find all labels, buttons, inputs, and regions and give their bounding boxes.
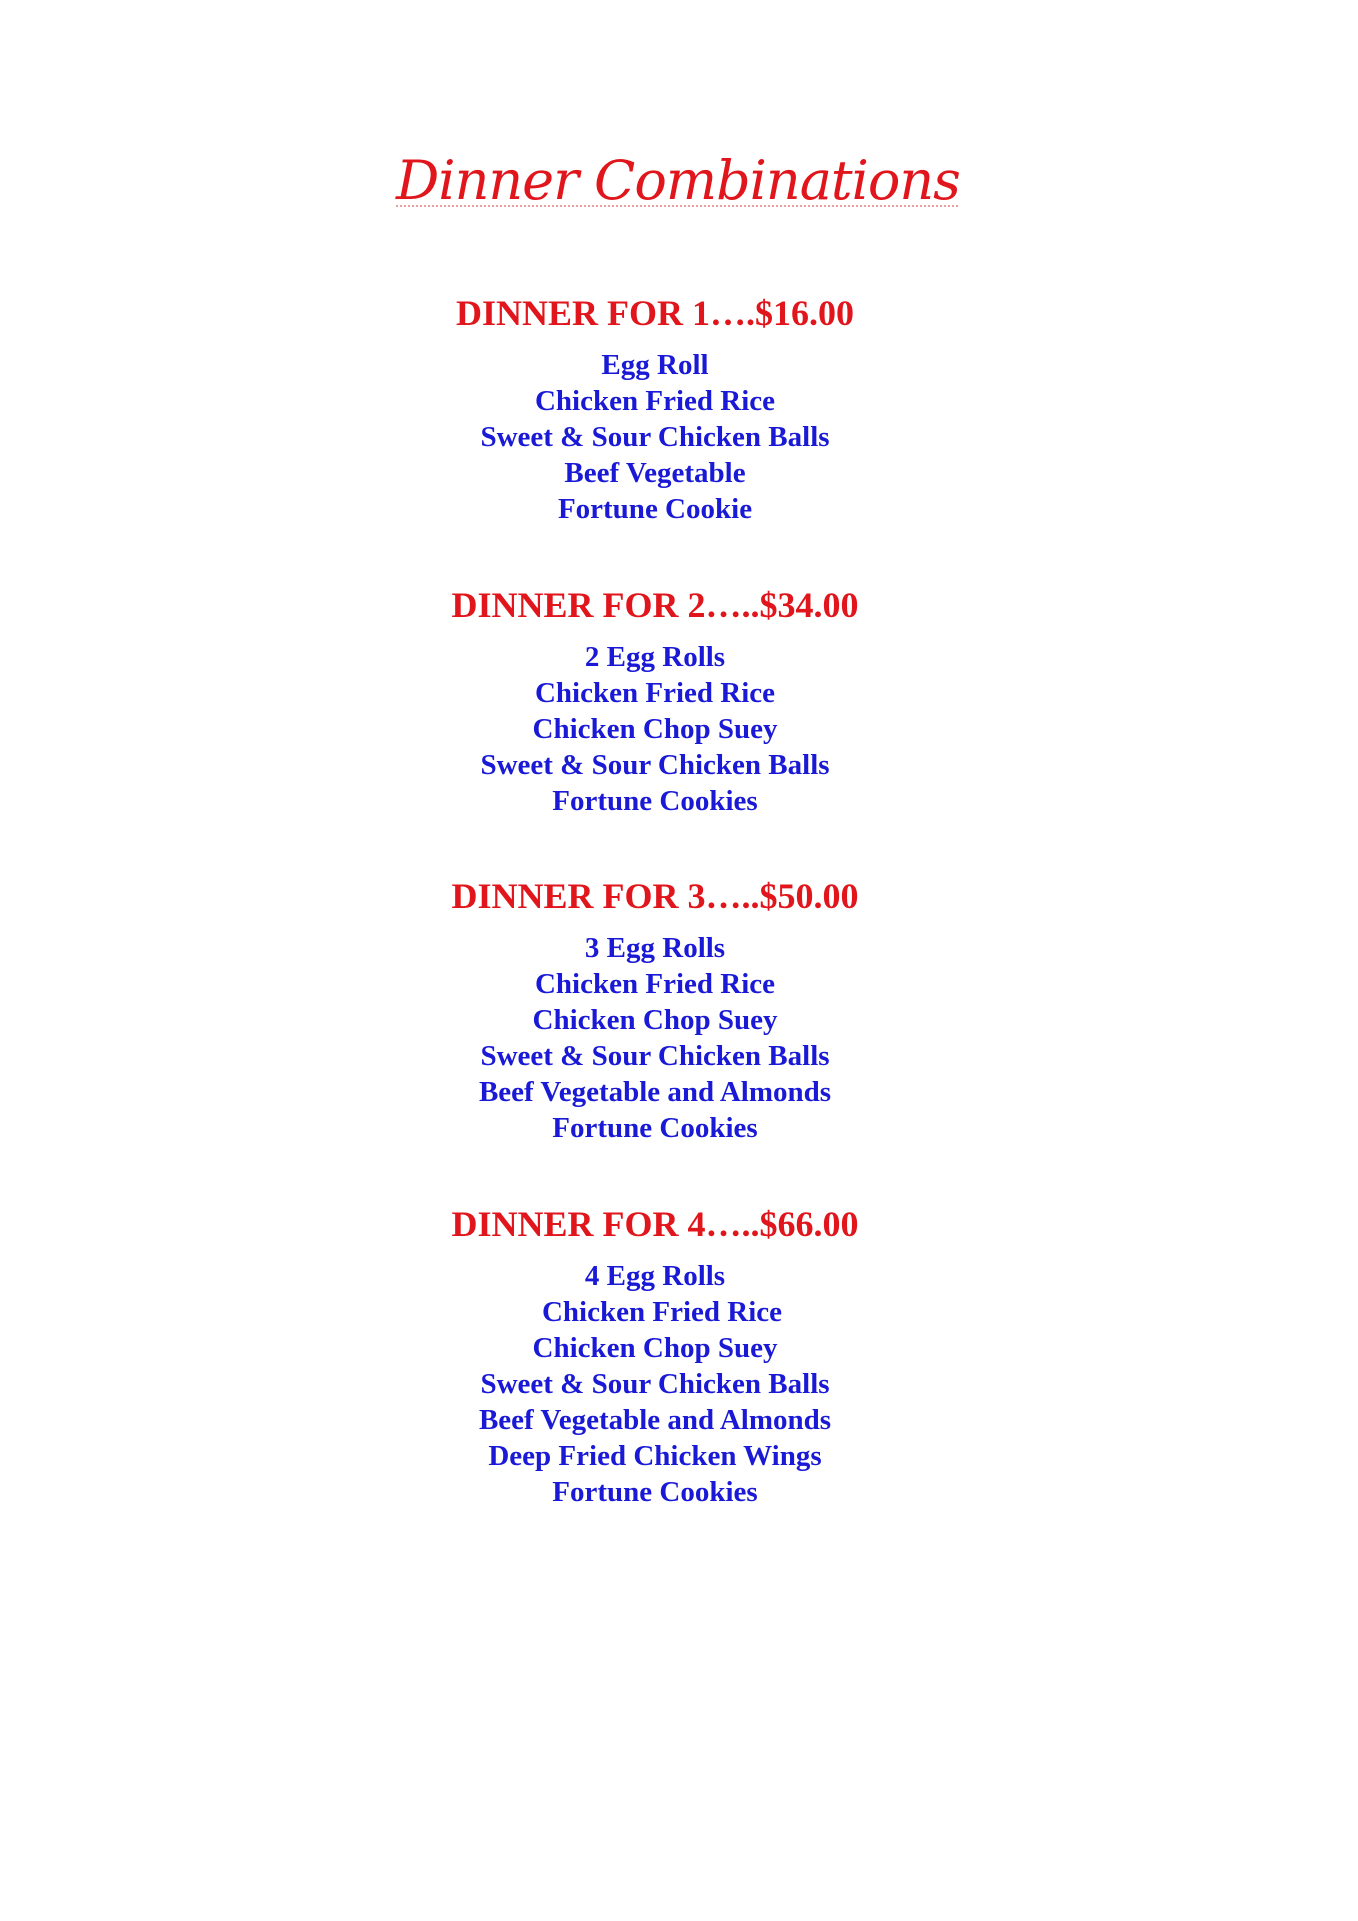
title-block xyxy=(396,149,960,212)
combo-item: Beef Vegetable xyxy=(564,457,746,489)
combo-dinner-for-3 xyxy=(0,874,1310,1146)
combo-item: Fortune Cookies xyxy=(552,1476,758,1508)
combo-item: 3 Egg Rolls xyxy=(584,932,726,964)
combo-item: Beef Vegetable and Almonds xyxy=(478,1404,832,1436)
combo-item: Deep Fried Chicken Wings xyxy=(488,1440,822,1472)
combo-dinner-for-4 xyxy=(0,1202,1310,1510)
combo-item-list xyxy=(0,639,1310,819)
combo-item: Chicken Chop Suey xyxy=(532,713,778,745)
combo-item: Beef Vegetable and Almonds xyxy=(478,1076,832,1108)
combo-item: Sweet & Sour Chicken Balls xyxy=(480,1368,830,1400)
combo-heading: DINNER FOR 3…..$50.00 xyxy=(451,876,859,916)
combo-item: Chicken Chop Suey xyxy=(532,1004,778,1036)
combo-item: Egg Roll xyxy=(601,349,709,381)
combo-dinner-for-1 xyxy=(0,291,1310,527)
combo-heading: DINNER FOR 1….$16.00 xyxy=(455,293,854,333)
combo-item: Fortune Cookies xyxy=(552,1112,758,1144)
combo-item-list xyxy=(0,347,1310,527)
combo-item: Fortune Cookies xyxy=(552,785,758,817)
combo-heading: DINNER FOR 4…..$66.00 xyxy=(451,1204,859,1244)
combo-heading: DINNER FOR 2…..$34.00 xyxy=(451,585,859,625)
combo-item: 4 Egg Rolls xyxy=(584,1260,726,1292)
combo-item: Chicken Fried Rice xyxy=(534,385,775,417)
combo-item: Fortune Cookie xyxy=(557,493,753,525)
combo-item: 2 Egg Rolls xyxy=(584,641,726,673)
combo-item-list xyxy=(0,1258,1310,1510)
page-title: Dinner Combinations xyxy=(396,149,960,212)
combo-item: Chicken Fried Rice xyxy=(534,677,775,709)
combo-item: Sweet & Sour Chicken Balls xyxy=(480,749,830,781)
combo-item: Sweet & Sour Chicken Balls xyxy=(480,421,830,453)
combo-item-list xyxy=(0,930,1310,1146)
combo-item: Chicken Chop Suey xyxy=(532,1332,778,1364)
combo-item: Chicken Fried Rice xyxy=(541,1296,782,1328)
combo-item: Chicken Fried Rice xyxy=(534,968,775,1000)
combo-dinner-for-2 xyxy=(0,583,1310,819)
combo-item: Sweet & Sour Chicken Balls xyxy=(480,1040,830,1072)
